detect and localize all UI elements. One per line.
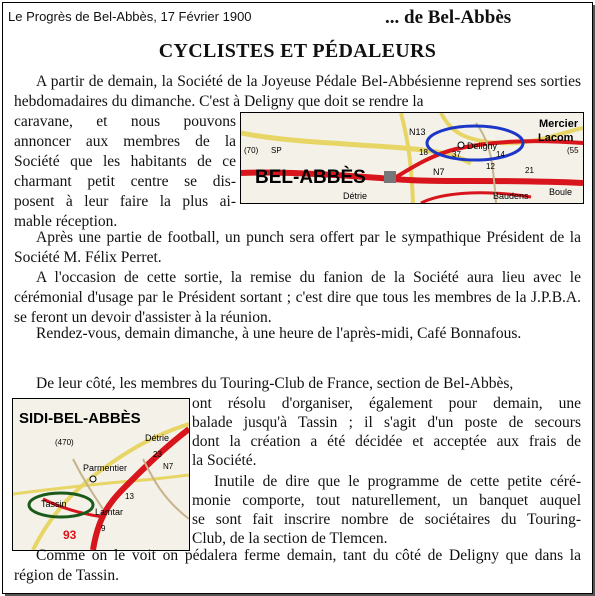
text-line: posent à leur faire la plus ai- <box>14 193 236 210</box>
map-city-label: BEL-ABBÈS <box>255 167 366 188</box>
map-label-detrie: Détrie <box>145 433 170 443</box>
map-label-23: 23 <box>153 450 162 459</box>
map-label-mercier: Mercier <box>539 118 579 130</box>
map-label-18: 18 <box>419 148 428 157</box>
paragraph-5-right-column <box>192 394 581 470</box>
map-label-55: (55 <box>567 146 579 155</box>
paragraph-4: Rendez-vous, demain dimanche, à une heure de l'après-midi, Café Bonnafous. <box>36 325 522 342</box>
map-label-9: 9 <box>101 524 106 533</box>
map-label-n13: N13 <box>409 127 426 137</box>
paragraph-7: Comme on le voit on pédalera ferme demain, tant du côté de Deligny que dans la région de Tassin. <box>14 547 581 584</box>
map-deligny <box>240 112 584 204</box>
map-label-baudens: Baudens <box>493 191 529 201</box>
map-label-sp: SP <box>271 146 282 155</box>
paragraph-6-right-column <box>192 472 581 548</box>
map-label-93: 93 <box>63 528 77 542</box>
text-line: Inutile de dire que le programme de cette petite céré- <box>214 473 581 490</box>
text-line: la Société. <box>192 452 257 469</box>
map-label-deligny: Deligny <box>467 141 498 151</box>
map-label-boule: Boule <box>549 187 573 197</box>
paragraph-1-top: A partir de demain, la Société de la Joyeuse Pédale Bel-Abbésienne reprend ses sorties hebdomadaires du dimanche. C'est à Deligny que doit se rendre la <box>14 73 581 110</box>
section-heading: ... de Bel-Abbès <box>385 7 512 28</box>
text-line: mable réception. <box>14 213 118 230</box>
map-label-n7: N7 <box>433 167 445 177</box>
text-line: Club, de la section de Tlemcen. <box>192 530 388 547</box>
text-line: caravane, et nous pouvons <box>14 113 236 130</box>
text-line: charmant petit centre se dis- <box>14 173 236 190</box>
text-line: annoncer aux membres de la <box>14 133 236 150</box>
text-line: dont la création a été décidée et acceptée aux frais de <box>192 433 581 450</box>
newspaper-source: Le Progrès de Bel-Abbès, 17 Février 1900 <box>8 9 252 24</box>
paragraph-2: Après une partie de football, un punch sera offert par le sympathique Président de la Société M. Félix Perret. <box>14 229 581 266</box>
map-label-tassin: Tassin <box>41 499 67 509</box>
text-line: balade jusqu'à Tassin ; il s'agit d'un poste de secours <box>192 414 581 431</box>
text-line: Société que les habitants de ce <box>14 153 236 170</box>
text-line: ont résolu d'organiser, également pour demain, une <box>192 395 581 412</box>
map-city-label: SIDI-BEL-ABBÈS <box>19 410 141 427</box>
map-label-lacom: Lacom <box>538 132 574 144</box>
article-title: CYCLISTES ET PÉDALEURS <box>158 40 437 62</box>
map-label-70: (70) <box>244 146 259 155</box>
map-label-detrie: Détrie <box>343 191 368 201</box>
paragraph-3: A l'occasion de cette sortie, la remise du fanion de la Société aura lieu avec le cérémonial d'usage par le Président sortant ; c'est dire que tous les membres de la J.P.B.A. se feront un devoir d'assister à la réunion. <box>14 269 581 326</box>
map-label-13: 13 <box>125 492 134 501</box>
map-label-lamtar: Lamtar <box>95 507 124 517</box>
map-label-n7: N7 <box>163 462 174 471</box>
map-tassin-svg <box>13 399 189 550</box>
map-deligny-svg <box>241 113 583 203</box>
map-label-parmentier: Parmentier <box>83 463 128 473</box>
map-tassin <box>12 398 190 551</box>
map-label-12: 12 <box>486 162 495 171</box>
map-label-470: (470) <box>55 438 74 447</box>
map-label-21: 21 <box>525 166 534 175</box>
paragraph-5-top: De leur côté, les membres du Touring-Club de France, section de Bel-Abbès, <box>36 375 514 392</box>
text-line: se sont fait inscrire nombre de sociétaires du Touring- <box>192 511 581 528</box>
map-label-37: 37 <box>452 150 461 159</box>
text-line: monie comporte, tout naturellement, un banquet auquel <box>192 492 581 509</box>
map-label-14: 14 <box>496 150 505 159</box>
paragraph-1-left-column <box>14 112 236 232</box>
